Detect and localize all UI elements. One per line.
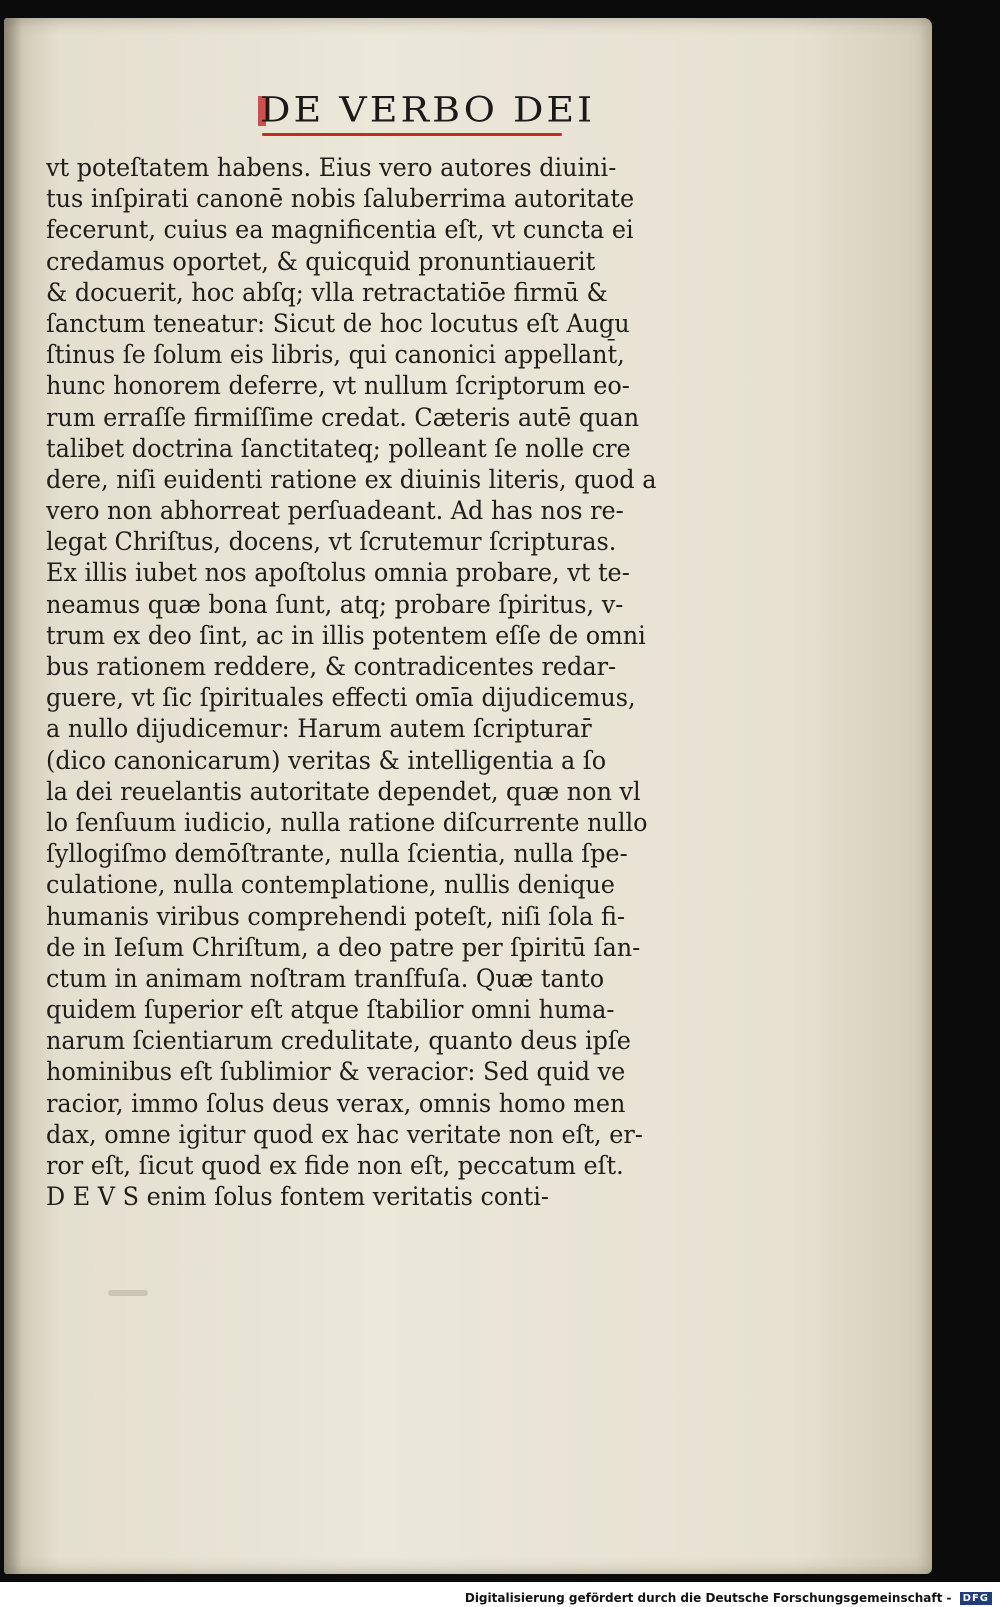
- text-line: la dei reuelantis autoritate dependet, quæ non vl: [46, 776, 641, 806]
- text-line: ſyllogiſmo demōſtrante, nulla ſcientia, nulla ſpe-: [46, 839, 628, 869]
- body-text: [46, 152, 726, 1212]
- text-line: legat Chriſtus, docens, vt ſcrutemur ſcripturas.: [46, 527, 617, 557]
- text-line: culatione, nulla contemplatione, nullis denique: [46, 870, 615, 900]
- text-line: (dico canonicarum) veritas & intelligentia a ſo: [46, 745, 607, 775]
- text-line: lo ſenſuum iudicio, nulla ratione diſcurrente nullo: [46, 807, 648, 837]
- dfg-logo: DFG: [960, 1592, 992, 1605]
- heading-red-underline: [262, 133, 562, 136]
- text-line: vt poteſtatem habens. Eius vero autores diuini-: [46, 153, 617, 182]
- text-line: rum erraſſe firmiſſime credat. Cæteris autē quan: [46, 402, 640, 432]
- text-line: tus inſpirati canonē nobis ſaluberrima autoritate: [46, 184, 635, 214]
- text-line: guere, vt ſic ſpirituales effecti omīa dijudicemus,: [46, 683, 636, 713]
- text-line: vero non abhorreat perſuadeant. Ad has nos re-: [46, 496, 624, 526]
- text-line: bus rationem reddere, & contradicentes redar-: [46, 652, 617, 681]
- text-line: ſanctum teneatur: Sicut de hoc locutus eſt Augu: [46, 308, 630, 338]
- text-line: ſtinus ſe ſolum eis libris, qui canonici appellant̄,: [46, 340, 625, 370]
- footer-credit: [465, 1591, 992, 1605]
- page-heading: DE VERBO DEI: [260, 90, 596, 130]
- text-line: trum ex deo ſint, ac in illis potentem eſſe de omni: [46, 620, 646, 650]
- text-line: talibet doctrina ſanctitateq; polleant ſe nolle cre: [46, 433, 631, 463]
- text-line: fecerunt, cuius ea magnificentia eſt, vt cuncta ei: [46, 215, 634, 245]
- text-line: Ex illis iubet nos apoſtolus omnia probare, vt te-: [46, 558, 630, 588]
- text-line: narum ſcientiarum credulitate, quanto deus ipſe: [46, 1026, 631, 1056]
- text-line: neamus quæ bona ſunt, atq; probare ſpiritus, v-: [46, 589, 624, 619]
- text-line: dax, omne igitur quod ex hac veritate non eſt, er-: [46, 1119, 643, 1149]
- footer-credit-text: Digitalisierung gefördert durch die Deutsche Forschungsgemeinschaft -: [464, 1591, 952, 1605]
- text-line: hunc honorem deferre, vt nullum ſcriptorum eo-: [46, 371, 630, 401]
- text-line: a nullo dijudicemur: Harum autem ſcripturar̄: [46, 714, 592, 744]
- text-line: credamus oportet, & quicquid pronuntiauerit: [46, 246, 596, 276]
- text-line: ctum in animam noſtram tranſfuſa. Quæ tanto: [46, 963, 605, 993]
- text-line: & docuerit, hoc abſq; vlla retractatiōe firmū &: [46, 277, 608, 307]
- text-line: hominibus eſt ſublimior & veracior: Sed quid ve: [46, 1057, 626, 1087]
- text-line: D E V S enim ſolus fontem veritatis conti-: [46, 1182, 549, 1212]
- page-mark: [108, 1290, 148, 1296]
- text-line: dere, niſi euidenti ratione ex diuinis literis, quod a: [46, 464, 657, 494]
- text-line: humanis viribus comprehendi poteſt, niſi ſola fi-: [46, 901, 626, 931]
- text-line: racior, immo ſolus deus verax, omnis homo men: [46, 1088, 626, 1118]
- text-line: ror eſt, ſicut quod ex fide non eſt, peccatum eſt.: [46, 1151, 624, 1180]
- page-gutter-shadow: [4, 18, 22, 1574]
- text-line: quidem ſuperior eſt atque ſtabilior omni huma-: [46, 995, 615, 1025]
- text-line: de in Ieſum Chriſtum, a deo patre per ſpiritū ſan-: [46, 932, 641, 962]
